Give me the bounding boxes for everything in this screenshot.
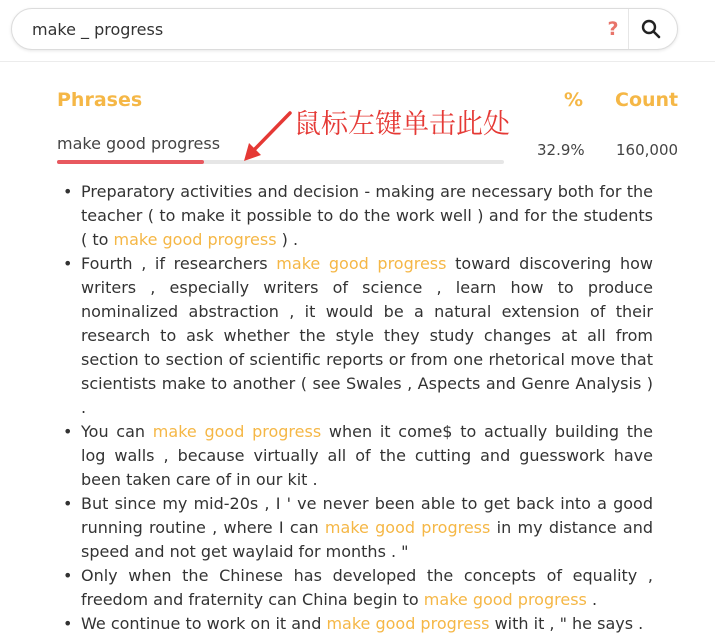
- example-sentence: • Only when the Chinese has developed the concepts of equality , freedom and fraternity can China begin to make good progress .: [63, 564, 653, 612]
- annotation-arrow: [238, 108, 300, 164]
- header-divider: [0, 61, 715, 62]
- annotation-label: 鼠标左键单击此处: [294, 109, 510, 140]
- example-sentence: • Preparatory activities and decision - making are necessary both for the teacher ( to make it possible to do the work well ) and for the students ( to make good progress ) .: [63, 180, 653, 252]
- example-sentence-list: [63, 180, 653, 636]
- highlighted-phrase: make good progress: [423, 590, 587, 609]
- search-button[interactable]: [640, 18, 662, 40]
- highlighted-phrase: make good progress: [113, 230, 277, 249]
- percent-bar-fill: [57, 160, 204, 164]
- example-sentence: • We continue to work on it and make good progress with it , " he says .: [63, 612, 653, 636]
- column-header-percent[interactable]: %: [564, 89, 584, 111]
- example-sentence: • But since my mid-20s , I ' ve never been able to get back into a good running routine , where I can make good progress in my distance and speed and not get waylaid for months . ": [63, 492, 653, 564]
- phrase-link[interactable]: make good progress: [57, 134, 221, 153]
- search-bar: [11, 8, 678, 50]
- count-value: 160,000: [616, 141, 679, 159]
- highlighted-phrase: make good progress: [276, 254, 447, 273]
- highlighted-phrase: make good progress: [152, 422, 322, 441]
- column-header-phrases[interactable]: Phrases: [57, 89, 143, 111]
- magnifier-icon: [640, 18, 662, 40]
- highlighted-phrase: make good progress: [326, 614, 490, 633]
- search-divider: [628, 9, 629, 49]
- column-header-count[interactable]: Count: [615, 89, 679, 111]
- question-mark-icon[interactable]: ?: [607, 18, 619, 40]
- search-input[interactable]: [32, 9, 592, 49]
- highlighted-phrase: make good progress: [324, 518, 491, 537]
- example-sentence: • You can make good progress when it come$ to actually building the log walls , because virtually all of the cutting and guesswork have been taken care of in our kit .: [63, 420, 653, 492]
- example-sentence: • Fourth , if researchers make good progress toward discovering how writers , especially writers of science , learn how to produce nominalized abstraction , it would be a natural extension of their research to ask whether the style they study changes at all from section to section of scientific reports or from one rhetorical move that scientists make to another ( see Swales , Aspects and Genre Analysis ) .: [63, 252, 653, 420]
- percent-value: 32.9%: [537, 141, 585, 159]
